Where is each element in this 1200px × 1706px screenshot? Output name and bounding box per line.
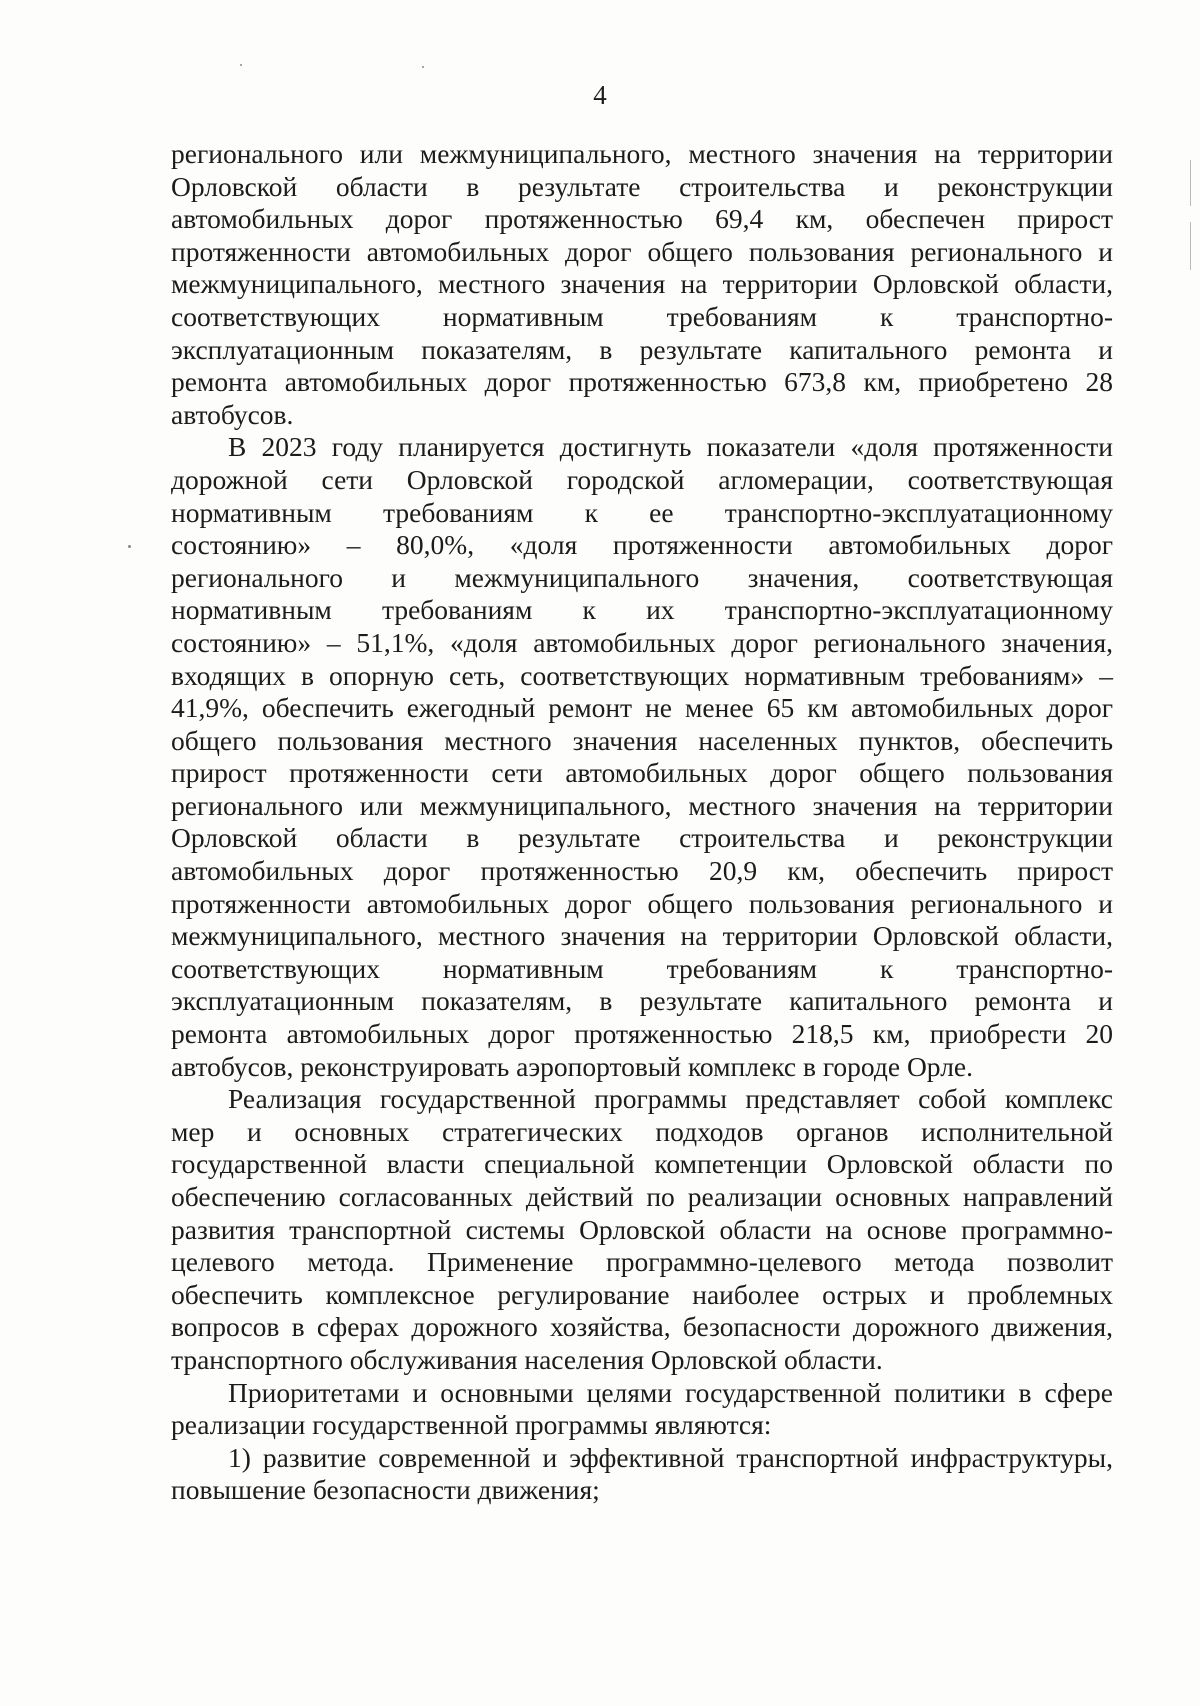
page-number: 4: [593, 80, 607, 110]
text-line: протяженности автомобильных дорог общего пользования регионального и: [171, 235, 1113, 267]
paragraph: [171, 1083, 1113, 1376]
scan-speck: [422, 66, 424, 68]
text-line: реализации государственной программы являются:: [171, 1409, 772, 1441]
text-line: В 2023 году планируется достигнуть показатели «доля протяженности: [228, 431, 1113, 463]
text-line: вопросов в сферах дорожного хозяйства, безопасности дорожного движения,: [171, 1311, 1113, 1343]
text-line: мер и основных стратегических подходов органов исполнительной: [171, 1115, 1113, 1147]
text-line: регионального и межмуниципального значения, соответствующая: [171, 561, 1113, 593]
text-line: Приоритетами и основными целями государственной политики в сфере: [228, 1376, 1113, 1408]
text-line: повышение безопасности движения;: [171, 1474, 600, 1506]
document-body: [171, 138, 1113, 1507]
text-line: автобусов.: [171, 398, 294, 430]
scan-margin-mark: [1190, 222, 1191, 270]
text-line: автомобильных дорог протяженностью 20,9 км, обеспечить прирост: [171, 855, 1113, 887]
text-line: межмуниципального, местного значения на территории Орловской области,: [171, 268, 1113, 300]
text-line: состоянию» – 51,1%, «доля автомобильных дорог регионального значения,: [171, 626, 1113, 658]
text-line: соответствующих нормативным требованиям к транспортно-: [171, 952, 1113, 984]
text-line: транспортного обслуживания населения Орловской области.: [171, 1343, 883, 1375]
paragraph: [171, 431, 1113, 1083]
text-line: регионального или межмуниципального, местного значения на территории: [171, 789, 1113, 821]
text-line: обеспечению согласованных действий по реализации основных направлений: [171, 1181, 1113, 1212]
scan-speck: [128, 545, 131, 548]
text-line: государственной власти специальной компетенции Орловской области по: [171, 1148, 1113, 1180]
text-line: целевого метода. Применение программно-целевого метода позволит: [171, 1246, 1113, 1278]
scan-speck: [240, 64, 242, 66]
text-line: входящих в опорную сеть, соответствующих нормативным требованиям» –: [171, 659, 1113, 691]
text-line: межмуниципального, местного значения на территории Орловской области,: [171, 920, 1113, 952]
text-line: обеспечить комплексное регулирование наиболее острых и проблемных: [171, 1278, 1113, 1310]
text-line: Орловской области в результате строительства и реконструкции: [171, 822, 1113, 854]
text-line: 41,9%, обеспечить ежегодный ремонт не менее 65 км автомобильных дорог: [171, 692, 1113, 724]
text-line: нормативным требованиям к ее транспортно-эксплуатационному: [171, 496, 1113, 528]
text-line: ремонта автомобильных дорог протяженностью 673,8 км, приобретено 28: [171, 366, 1113, 398]
text-line: автомобильных дорог протяженностью 69,4 км, обеспечен прирост: [171, 203, 1113, 235]
paragraph: [171, 138, 1113, 431]
scan-margin-mark: [1190, 160, 1191, 206]
text-line: автобусов, реконструировать аэропортовый комплекс в городе Орле.: [171, 1050, 973, 1082]
text-line: состоянию» – 80,0%, «доля протяженности автомобильных дорог: [171, 529, 1113, 561]
text-line: Орловской области в результате строительства и реконструкции: [171, 170, 1113, 202]
paragraph: [171, 1377, 1113, 1442]
text-line: 1) развитие современной и эффективной транспортной инфраструктуры,: [228, 1441, 1113, 1473]
text-line: нормативным требованиям к их транспортно-эксплуатационному: [171, 594, 1113, 626]
text-line: прирост протяженности сети автомобильных дорог общего пользования: [171, 757, 1113, 789]
list-item: [171, 1442, 1113, 1507]
text-line: Реализация государственной программы представляет собой комплекс: [228, 1083, 1113, 1115]
text-line: соответствующих нормативным требованиям к транспортно-: [171, 300, 1113, 332]
text-line: ремонта автомобильных дорог протяженностью 218,5 км, приобрести 20: [171, 1018, 1113, 1050]
text-line: дорожной сети Орловской городской агломерации, соответствующая: [171, 463, 1113, 495]
text-line: протяженности автомобильных дорог общего пользования регионального и: [171, 887, 1113, 919]
text-line: эксплуатационным показателям, в результате капитального ремонта и: [171, 985, 1113, 1017]
text-line: эксплуатационным показателям, в результате капитального ремонта и: [171, 333, 1113, 365]
text-line: регионального или межмуниципального, местного значения на территории: [171, 138, 1113, 169]
text-line: общего пользования местного значения населенных пунктов, обеспечить: [171, 724, 1113, 756]
text-line: развития транспортной системы Орловской области на основе программно-: [171, 1213, 1113, 1245]
